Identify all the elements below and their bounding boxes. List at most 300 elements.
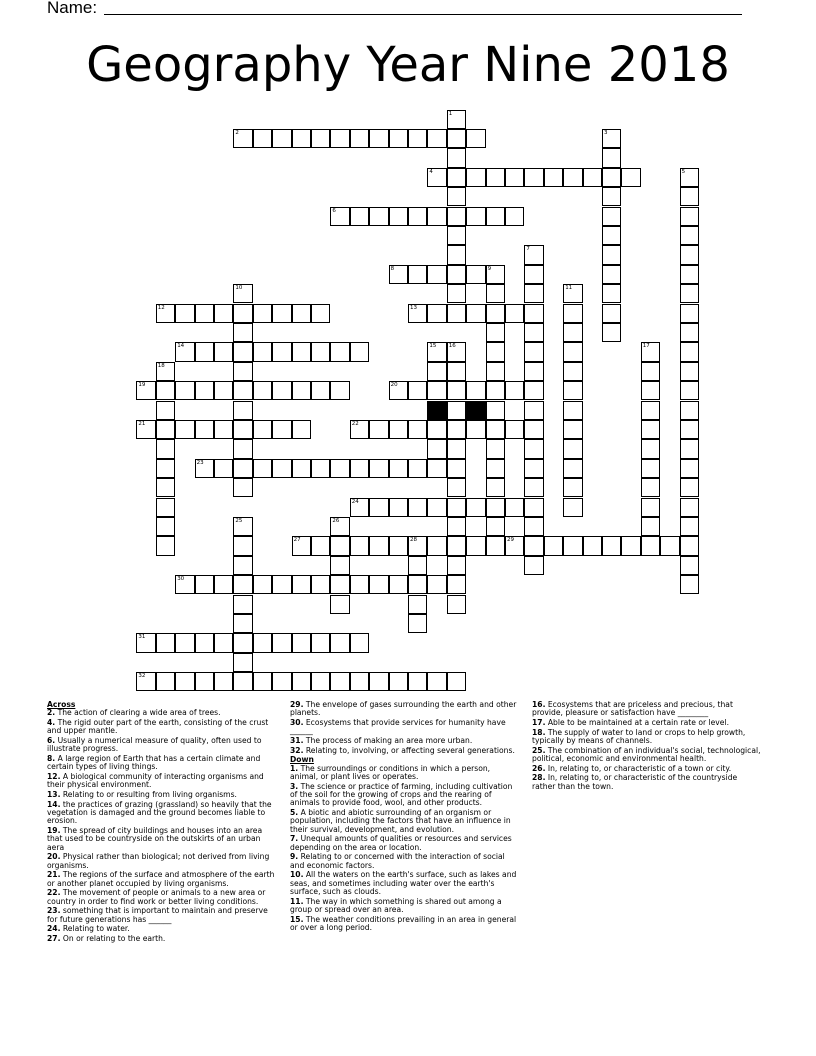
- grid-cell[interactable]: [544, 536, 563, 555]
- grid-cell[interactable]: [408, 556, 427, 575]
- grid-cell[interactable]: [272, 420, 291, 439]
- grid-cell[interactable]: [233, 653, 252, 672]
- grid-cell[interactable]: [408, 207, 427, 226]
- grid-cell[interactable]: [621, 168, 640, 187]
- grid-cell[interactable]: [330, 459, 349, 478]
- grid-cell[interactable]: [195, 672, 214, 691]
- grid-cell[interactable]: [292, 575, 311, 594]
- grid-cell[interactable]: [583, 168, 602, 187]
- grid-cell[interactable]: [156, 459, 175, 478]
- grid-cell[interactable]: [350, 672, 369, 691]
- grid-cell[interactable]: [447, 284, 466, 303]
- grid-cell[interactable]: [233, 633, 252, 652]
- grid-cell[interactable]: [389, 265, 408, 284]
- grid-cell[interactable]: [156, 498, 175, 517]
- grid-cell[interactable]: [602, 265, 621, 284]
- grid-cell[interactable]: [447, 342, 466, 361]
- grid-cell[interactable]: [389, 420, 408, 439]
- grid-cell[interactable]: [447, 304, 466, 323]
- grid-cell[interactable]: [175, 575, 194, 594]
- grid-cell[interactable]: [233, 478, 252, 497]
- grid-cell[interactable]: [524, 478, 543, 497]
- grid-cell[interactable]: [486, 401, 505, 420]
- grid-cell[interactable]: [350, 498, 369, 517]
- grid-cell[interactable]: [602, 536, 621, 555]
- grid-cell[interactable]: [175, 304, 194, 323]
- grid-cell[interactable]: [311, 304, 330, 323]
- grid-cell[interactable]: [214, 304, 233, 323]
- grid-cell[interactable]: [233, 614, 252, 633]
- grid-cell[interactable]: [524, 439, 543, 458]
- grid-cell[interactable]: [195, 304, 214, 323]
- grid-cell[interactable]: [427, 536, 446, 555]
- grid-cell[interactable]: [175, 342, 194, 361]
- grid-cell[interactable]: [272, 342, 291, 361]
- grid-cell[interactable]: [680, 362, 699, 381]
- grid-cell[interactable]: [233, 575, 252, 594]
- grid-cell[interactable]: [233, 304, 252, 323]
- grid-cell[interactable]: [292, 342, 311, 361]
- grid-cell[interactable]: [486, 362, 505, 381]
- grid-cell[interactable]: [486, 207, 505, 226]
- grid-cell[interactable]: [389, 498, 408, 517]
- grid-cell[interactable]: [447, 187, 466, 206]
- grid-cell[interactable]: [408, 459, 427, 478]
- grid-cell[interactable]: [563, 401, 582, 420]
- grid-cell[interactable]: [427, 265, 446, 284]
- grid-cell[interactable]: [447, 575, 466, 594]
- grid-cell[interactable]: [563, 459, 582, 478]
- grid-cell[interactable]: [156, 304, 175, 323]
- grid-cell[interactable]: [330, 595, 349, 614]
- grid-cell[interactable]: [233, 517, 252, 536]
- grid-cell[interactable]: [330, 556, 349, 575]
- grid-cell[interactable]: [641, 362, 660, 381]
- grid-cell[interactable]: [272, 575, 291, 594]
- grid-cell[interactable]: [680, 323, 699, 342]
- grid-cell[interactable]: [447, 478, 466, 497]
- grid-cell[interactable]: [350, 459, 369, 478]
- grid-cell[interactable]: [602, 284, 621, 303]
- grid-cell[interactable]: [311, 633, 330, 652]
- grid-cell[interactable]: [330, 575, 349, 594]
- grid-cell[interactable]: [369, 420, 388, 439]
- grid-cell[interactable]: [408, 304, 427, 323]
- grid-cell[interactable]: [369, 672, 388, 691]
- grid-cell[interactable]: [175, 672, 194, 691]
- grid-cell[interactable]: [505, 304, 524, 323]
- grid-cell[interactable]: [447, 110, 466, 129]
- grid-cell[interactable]: [389, 536, 408, 555]
- grid-cell[interactable]: [195, 575, 214, 594]
- grid-cell[interactable]: [233, 284, 252, 303]
- grid-cell[interactable]: [680, 187, 699, 206]
- grid-cell[interactable]: [369, 129, 388, 148]
- grid-cell[interactable]: [680, 498, 699, 517]
- grid-cell[interactable]: [602, 129, 621, 148]
- grid-cell[interactable]: [156, 439, 175, 458]
- grid-cell[interactable]: [136, 381, 155, 400]
- grid-cell[interactable]: [563, 284, 582, 303]
- grid-cell[interactable]: [447, 517, 466, 536]
- grid-cell[interactable]: [680, 517, 699, 536]
- grid-cell[interactable]: [233, 672, 252, 691]
- grid-cell[interactable]: [563, 439, 582, 458]
- grid-cell[interactable]: [156, 478, 175, 497]
- grid-cell[interactable]: [272, 633, 291, 652]
- grid-cell[interactable]: [505, 536, 524, 555]
- grid-cell[interactable]: [466, 304, 485, 323]
- grid-cell[interactable]: [214, 381, 233, 400]
- grid-cell[interactable]: [350, 342, 369, 361]
- grid-cell[interactable]: [272, 129, 291, 148]
- grid-cell[interactable]: [641, 342, 660, 361]
- grid-cell[interactable]: [486, 498, 505, 517]
- grid-cell[interactable]: [524, 265, 543, 284]
- grid-cell[interactable]: [175, 633, 194, 652]
- grid-cell[interactable]: [408, 614, 427, 633]
- grid-cell[interactable]: [563, 478, 582, 497]
- grid-cell[interactable]: [292, 129, 311, 148]
- grid-cell[interactable]: [466, 265, 485, 284]
- grid-cell[interactable]: [544, 168, 563, 187]
- grid-cell[interactable]: [524, 323, 543, 342]
- grid-cell[interactable]: [680, 420, 699, 439]
- grid-cell[interactable]: [486, 439, 505, 458]
- grid-cell[interactable]: [408, 265, 427, 284]
- grid-cell[interactable]: [680, 245, 699, 264]
- grid-cell[interactable]: [292, 381, 311, 400]
- grid-cell[interactable]: [466, 420, 485, 439]
- grid-cell[interactable]: [330, 536, 349, 555]
- grid-cell[interactable]: [272, 459, 291, 478]
- grid-cell[interactable]: [330, 633, 349, 652]
- grid-cell[interactable]: [447, 168, 466, 187]
- grid-cell[interactable]: [214, 342, 233, 361]
- grid-cell[interactable]: [524, 517, 543, 536]
- grid-cell[interactable]: [466, 207, 485, 226]
- grid-cell[interactable]: [447, 439, 466, 458]
- grid-cell[interactable]: [641, 401, 660, 420]
- grid-cell[interactable]: [447, 381, 466, 400]
- grid-cell[interactable]: [272, 381, 291, 400]
- grid-cell[interactable]: [466, 498, 485, 517]
- grid-cell[interactable]: [214, 459, 233, 478]
- grid-cell[interactable]: [602, 207, 621, 226]
- grid-cell[interactable]: [233, 381, 252, 400]
- grid-cell[interactable]: [408, 672, 427, 691]
- grid-cell[interactable]: [408, 536, 427, 555]
- grid-cell[interactable]: [369, 459, 388, 478]
- grid-cell[interactable]: [466, 381, 485, 400]
- grid-cell[interactable]: [233, 556, 252, 575]
- grid-cell[interactable]: [486, 342, 505, 361]
- grid-cell[interactable]: [641, 536, 660, 555]
- grid-cell[interactable]: [680, 536, 699, 555]
- grid-cell[interactable]: [427, 304, 446, 323]
- grid-cell[interactable]: [563, 362, 582, 381]
- grid-cell[interactable]: [680, 207, 699, 226]
- grid-cell[interactable]: [156, 633, 175, 652]
- grid-cell[interactable]: [486, 381, 505, 400]
- grid-cell[interactable]: [563, 498, 582, 517]
- grid-cell[interactable]: [408, 575, 427, 594]
- grid-cell[interactable]: [233, 401, 252, 420]
- grid-cell[interactable]: [563, 420, 582, 439]
- grid-cell[interactable]: [680, 401, 699, 420]
- grid-cell[interactable]: [427, 575, 446, 594]
- grid-cell[interactable]: [563, 323, 582, 342]
- grid-cell[interactable]: [233, 536, 252, 555]
- grid-cell[interactable]: [505, 168, 524, 187]
- grid-cell[interactable]: [195, 459, 214, 478]
- grid-cell[interactable]: [680, 304, 699, 323]
- grid-cell[interactable]: [233, 459, 252, 478]
- grid-cell[interactable]: [680, 381, 699, 400]
- grid-cell[interactable]: [253, 420, 272, 439]
- grid-cell[interactable]: [680, 284, 699, 303]
- grid-cell[interactable]: [369, 536, 388, 555]
- grid-cell[interactable]: [602, 168, 621, 187]
- grid-cell[interactable]: [447, 148, 466, 167]
- grid-cell[interactable]: [680, 556, 699, 575]
- grid-cell[interactable]: [505, 498, 524, 517]
- grid-cell[interactable]: [156, 517, 175, 536]
- grid-cell[interactable]: [253, 575, 272, 594]
- grid-cell[interactable]: [641, 459, 660, 478]
- grid-cell[interactable]: [602, 187, 621, 206]
- grid-cell[interactable]: [408, 381, 427, 400]
- grid-cell[interactable]: [408, 498, 427, 517]
- grid-cell[interactable]: [486, 323, 505, 342]
- grid-cell[interactable]: [486, 478, 505, 497]
- grid-cell[interactable]: [680, 226, 699, 245]
- grid-cell[interactable]: [195, 381, 214, 400]
- grid-cell[interactable]: [389, 129, 408, 148]
- grid-cell[interactable]: [330, 672, 349, 691]
- grid-cell[interactable]: [350, 129, 369, 148]
- grid-cell[interactable]: [427, 381, 446, 400]
- grid-cell[interactable]: [447, 556, 466, 575]
- grid-cell[interactable]: [447, 536, 466, 555]
- grid-cell[interactable]: [680, 478, 699, 497]
- grid-cell[interactable]: [195, 420, 214, 439]
- grid-cell[interactable]: [447, 362, 466, 381]
- grid-cell[interactable]: [330, 381, 349, 400]
- grid-cell[interactable]: [427, 672, 446, 691]
- grid-cell[interactable]: [524, 498, 543, 517]
- grid-cell[interactable]: [233, 420, 252, 439]
- grid-cell[interactable]: [136, 633, 155, 652]
- grid-cell[interactable]: [641, 381, 660, 400]
- grid-cell[interactable]: [680, 439, 699, 458]
- grid-cell[interactable]: [427, 168, 446, 187]
- grid-cell[interactable]: [524, 459, 543, 478]
- grid-cell[interactable]: [524, 304, 543, 323]
- grid-cell[interactable]: [350, 633, 369, 652]
- grid-cell[interactable]: [389, 459, 408, 478]
- grid-cell[interactable]: [447, 265, 466, 284]
- grid-cell[interactable]: [292, 459, 311, 478]
- grid-cell[interactable]: [524, 342, 543, 361]
- grid-cell[interactable]: [427, 439, 446, 458]
- grid-cell[interactable]: [195, 342, 214, 361]
- grid-cell[interactable]: [311, 459, 330, 478]
- grid-cell[interactable]: [253, 381, 272, 400]
- grid-cell[interactable]: [175, 420, 194, 439]
- grid-cell[interactable]: [563, 304, 582, 323]
- grid-cell[interactable]: [680, 168, 699, 187]
- grid-cell[interactable]: [214, 672, 233, 691]
- grid-cell[interactable]: [486, 168, 505, 187]
- grid-cell[interactable]: [524, 284, 543, 303]
- grid-cell[interactable]: [680, 575, 699, 594]
- grid-cell[interactable]: [311, 536, 330, 555]
- grid-cell[interactable]: [447, 459, 466, 478]
- grid-cell[interactable]: [524, 401, 543, 420]
- grid-cell[interactable]: [524, 536, 543, 555]
- grid-cell[interactable]: [233, 595, 252, 614]
- grid-cell[interactable]: [447, 245, 466, 264]
- grid-cell[interactable]: [563, 342, 582, 361]
- grid-cell[interactable]: [156, 401, 175, 420]
- grid-cell[interactable]: [641, 498, 660, 517]
- grid-cell[interactable]: [233, 439, 252, 458]
- grid-cell[interactable]: [427, 459, 446, 478]
- grid-cell[interactable]: [486, 304, 505, 323]
- grid-cell[interactable]: [602, 226, 621, 245]
- grid-cell[interactable]: [369, 575, 388, 594]
- grid-cell[interactable]: [350, 207, 369, 226]
- grid-cell[interactable]: [214, 633, 233, 652]
- grid-cell[interactable]: [350, 536, 369, 555]
- grid-cell[interactable]: [602, 323, 621, 342]
- grid-cell[interactable]: [447, 226, 466, 245]
- grid-cell[interactable]: [524, 381, 543, 400]
- grid-cell[interactable]: [350, 575, 369, 594]
- grid-cell[interactable]: [447, 401, 466, 420]
- grid-cell[interactable]: [427, 362, 446, 381]
- grid-cell[interactable]: [253, 304, 272, 323]
- grid-cell[interactable]: [583, 536, 602, 555]
- grid-cell[interactable]: [292, 304, 311, 323]
- grid-cell[interactable]: [563, 168, 582, 187]
- grid-cell[interactable]: [408, 595, 427, 614]
- grid-cell[interactable]: [505, 381, 524, 400]
- grid-cell[interactable]: [408, 420, 427, 439]
- grid-cell[interactable]: [311, 129, 330, 148]
- grid-cell[interactable]: [350, 420, 369, 439]
- grid-cell[interactable]: [156, 536, 175, 555]
- grid-cell[interactable]: [427, 207, 446, 226]
- grid-cell[interactable]: [253, 672, 272, 691]
- grid-cell[interactable]: [486, 265, 505, 284]
- grid-cell[interactable]: [447, 595, 466, 614]
- grid-cell[interactable]: [447, 420, 466, 439]
- grid-cell[interactable]: [524, 420, 543, 439]
- grid-cell[interactable]: [311, 342, 330, 361]
- grid-cell[interactable]: [447, 498, 466, 517]
- grid-cell[interactable]: [156, 672, 175, 691]
- grid-cell[interactable]: [524, 168, 543, 187]
- grid-cell[interactable]: [156, 381, 175, 400]
- grid-cell[interactable]: [369, 498, 388, 517]
- grid-cell[interactable]: [505, 420, 524, 439]
- grid-cell[interactable]: [311, 575, 330, 594]
- grid-cell[interactable]: [233, 362, 252, 381]
- grid-cell[interactable]: [389, 207, 408, 226]
- grid-cell[interactable]: [680, 342, 699, 361]
- grid-cell[interactable]: [641, 517, 660, 536]
- grid-cell[interactable]: [292, 672, 311, 691]
- grid-cell[interactable]: [486, 517, 505, 536]
- grid-cell[interactable]: [641, 420, 660, 439]
- grid-cell[interactable]: [253, 342, 272, 361]
- grid-cell[interactable]: [233, 323, 252, 342]
- grid-cell[interactable]: [292, 633, 311, 652]
- grid-cell[interactable]: [214, 575, 233, 594]
- grid-cell[interactable]: [272, 672, 291, 691]
- grid-cell[interactable]: [311, 381, 330, 400]
- grid-cell[interactable]: [175, 381, 194, 400]
- grid-cell[interactable]: [602, 304, 621, 323]
- grid-cell[interactable]: [524, 245, 543, 264]
- grid-cell[interactable]: [156, 420, 175, 439]
- grid-cell[interactable]: [156, 362, 175, 381]
- grid-cell[interactable]: [602, 245, 621, 264]
- grid-cell[interactable]: [641, 478, 660, 497]
- grid-cell[interactable]: [389, 381, 408, 400]
- grid-cell[interactable]: [447, 207, 466, 226]
- grid-cell[interactable]: [272, 304, 291, 323]
- grid-cell[interactable]: [602, 148, 621, 167]
- grid-cell[interactable]: [486, 459, 505, 478]
- grid-cell[interactable]: [136, 420, 155, 439]
- grid-cell[interactable]: [253, 633, 272, 652]
- grid-cell[interactable]: [214, 420, 233, 439]
- grid-cell[interactable]: [427, 342, 446, 361]
- grid-cell[interactable]: [466, 168, 485, 187]
- grid-cell[interactable]: [292, 536, 311, 555]
- grid-cell[interactable]: [466, 129, 485, 148]
- grid-cell[interactable]: [330, 129, 349, 148]
- grid-cell[interactable]: [233, 129, 252, 148]
- grid-cell[interactable]: [660, 536, 679, 555]
- grid-cell[interactable]: [563, 381, 582, 400]
- grid-cell[interactable]: [408, 129, 427, 148]
- grid-cell[interactable]: [680, 459, 699, 478]
- grid-cell[interactable]: [427, 498, 446, 517]
- grid-cell[interactable]: [563, 536, 582, 555]
- grid-cell[interactable]: [253, 129, 272, 148]
- grid-cell[interactable]: [389, 575, 408, 594]
- grid-cell[interactable]: [486, 284, 505, 303]
- grid-cell[interactable]: [621, 536, 640, 555]
- grid-cell[interactable]: [330, 207, 349, 226]
- grid-cell[interactable]: [524, 556, 543, 575]
- grid-cell[interactable]: [680, 265, 699, 284]
- grid-cell[interactable]: [136, 672, 155, 691]
- grid-cell[interactable]: [486, 536, 505, 555]
- grid-cell[interactable]: [195, 633, 214, 652]
- grid-cell[interactable]: [253, 459, 272, 478]
- grid-cell[interactable]: [330, 342, 349, 361]
- grid-cell[interactable]: [427, 129, 446, 148]
- grid-cell[interactable]: [389, 672, 408, 691]
- grid-cell[interactable]: [369, 207, 388, 226]
- grid-cell[interactable]: [505, 207, 524, 226]
- grid-cell[interactable]: [486, 420, 505, 439]
